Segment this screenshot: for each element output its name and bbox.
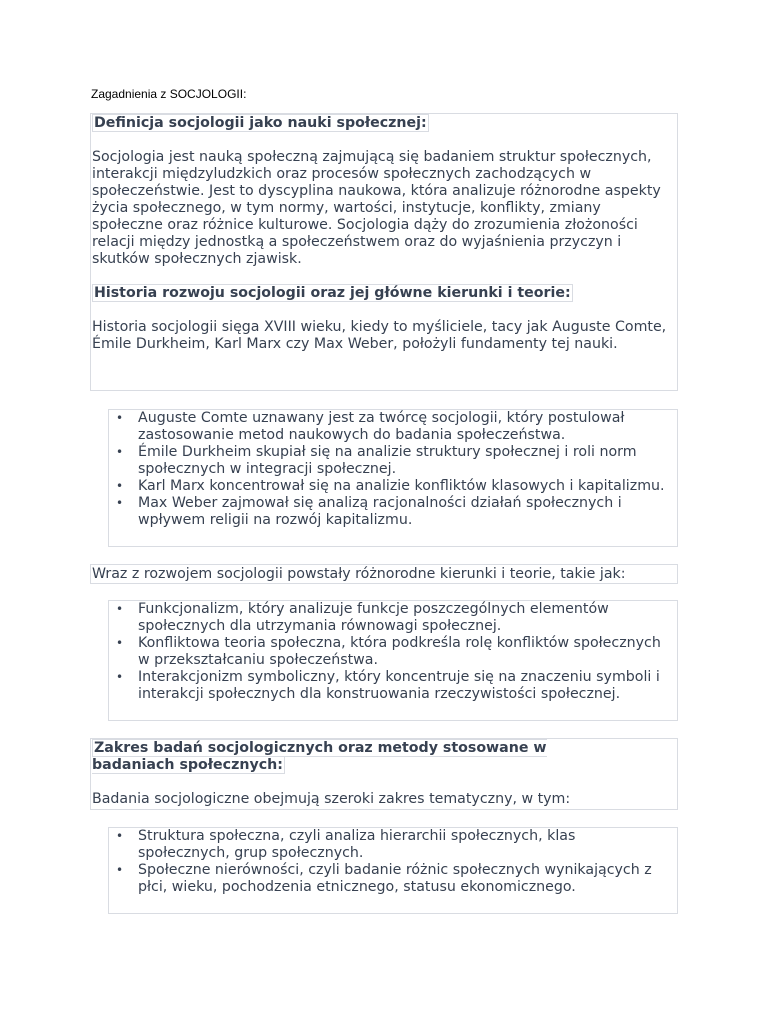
section-history-heading: Historia rozwoju socjologii oraz jej główne kierunki i teorie:	[94, 285, 571, 301]
list-item	[116, 601, 669, 635]
list-item	[116, 828, 669, 862]
list-item-text: Karl Marx koncentrował się na analizie konfliktów klasowych i kapitalizmu.	[138, 478, 665, 494]
research-paragraph: Badania socjologiczne obejmują szeroki zakres tematyczny, w tym:	[92, 791, 571, 807]
bullet-icon: •	[116, 479, 124, 493]
list-item	[116, 410, 669, 444]
definition-paragraph: Socjologia jest nauką społeczną zajmującą się badaniem struktur społecznych, interakcji międzyludzkich oraz procesów społecznych zachodzących w społeczeństwie. Jest to dyscyplina naukowa, która analizuje różnorodne aspekty życia społecznego, w tym normy, wartości, instytucje, konflikty, zmiany społeczne oraz różnice kulturowe. Socjologia dąży do zrozumienia złożoności relacji między jednostką a społeczeństwem oraz do wyjaśnienia przyczyn i skutków społecznych zjawisk.	[92, 149, 661, 267]
spacer	[92, 774, 676, 791]
section-definition	[92, 115, 676, 132]
bullet-icon: •	[116, 863, 124, 877]
spacer	[92, 132, 676, 149]
trends-intro-box	[90, 564, 678, 584]
section-research-heading: Zakres badań socjologicznych oraz metody stosowane w badaniach społecznych:	[92, 740, 547, 773]
bullet-icon: •	[116, 829, 124, 843]
list-item-text: Interakcjonizm symboliczny, który koncentruje się na znaczeniu symboli i interakcji społecznych dla konstruowania rzeczywistości społecznej.	[138, 669, 660, 702]
bullet-icon: •	[116, 445, 124, 459]
bullet-icon: •	[116, 670, 124, 684]
section-history	[92, 285, 676, 302]
list-item-text: Konfliktowa teoria społeczna, która podkreśla rolę konfliktów społecznych w przekształcaniu społeczeństwa.	[138, 635, 661, 668]
bullet-icon: •	[116, 411, 124, 425]
trends-list-box	[108, 600, 678, 721]
list-item	[116, 862, 669, 896]
founders-list-box	[108, 409, 678, 547]
list-item-text: Społeczne nierówności, czyli badanie różnic społecznych wynikających z płci, wieku, pochodzenia etnicznego, statusu ekonomicznego.	[138, 862, 652, 895]
list-item	[116, 495, 669, 529]
bullet-icon: •	[116, 602, 124, 616]
list-item	[116, 478, 669, 495]
section-definition-heading: Definicja socjologii jako nauki społecznej:	[94, 115, 427, 131]
section-research	[92, 740, 592, 774]
document-header: Zagadnienia z SOCJOLOGII:	[91, 87, 247, 101]
list-item	[116, 669, 669, 703]
list-item-text: Struktura społeczna, czyli analiza hierarchii społecznych, klas społecznych, grup społecznych.	[138, 828, 576, 861]
history-paragraph: Historia socjologii sięga XVIII wieku, kiedy to myśliciele, tacy jak Auguste Comte, Émile Durkheim, Karl Marx czy Max Weber, położyli fundamenty tej nauki.	[92, 319, 667, 352]
founders-list	[109, 410, 669, 529]
list-item	[116, 444, 669, 478]
trends-list	[109, 601, 669, 703]
list-item-text: Émile Durkheim skupiał się na analizie struktury społecznej i roli norm społecznych w integracji społecznej.	[138, 444, 637, 477]
list-item-text: Auguste Comte uznawany jest za twórcę socjologii, który postulował zastosowanie metod naukowych do badania społeczeństwa.	[138, 410, 625, 443]
bullet-icon: •	[116, 636, 124, 650]
list-item-text: Funkcjonalizm, który analizuje funkcje poszczególnych elementów społecznych dla utrzymania równowagi społecznej.	[138, 601, 609, 634]
list-item	[116, 635, 669, 669]
research-list	[109, 828, 669, 896]
section-definition-box	[90, 113, 678, 391]
bullet-icon: •	[116, 496, 124, 510]
research-list-box	[108, 827, 678, 914]
trends-intro: Wraz z rozwojem socjologii powstały różnorodne kierunki i teorie, takie jak:	[92, 566, 626, 582]
spacer	[92, 268, 676, 285]
spacer	[92, 302, 676, 319]
section-research-box	[90, 738, 678, 810]
list-item-text: Max Weber zajmował się analizą racjonalności działań społecznych i wpływem religii na rozwój kapitalizmu.	[138, 495, 622, 528]
